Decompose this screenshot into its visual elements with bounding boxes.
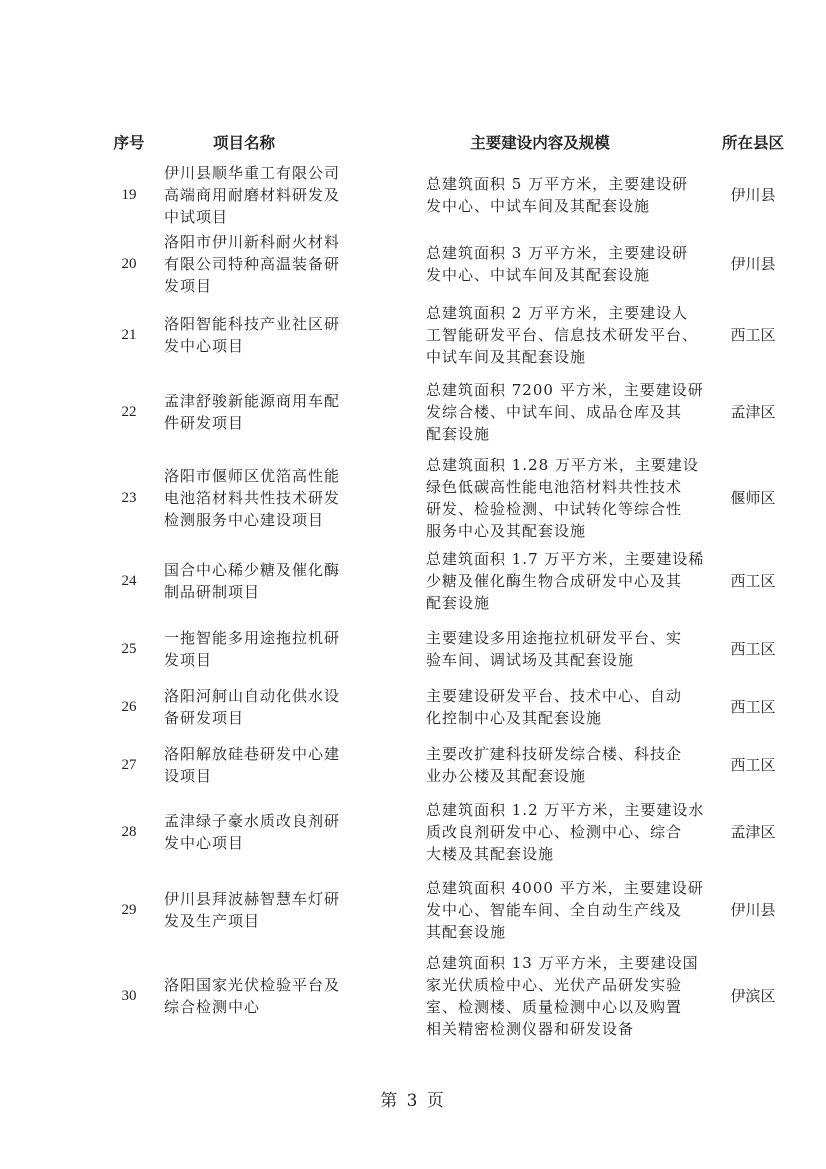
district-cell: 孟津区 [730,403,776,421]
construction-content-cell: 主要改扩建科技研发综合楼、科技企 业办公楼及其配套设施 [426,745,683,785]
construction-content-cell: 总建筑面积 4000 平方米，主要建设研 发中心、智能车间、全自动生产线及 其配套设施 [426,878,704,941]
district-cell: 偃师区 [730,488,776,507]
district-cell: 伊川县 [730,900,776,919]
construction-content-cell: 总建筑面积 1.7 万平方米，主要建设稀 少糖及催化酶生物合成研发中心及其 配套设施 [426,549,705,612]
construction-content-cell: 总建筑面积 1.28 万平方米，主要建设 绿色低碳高性能电池箔材料共性技术 研发、检验检测、中试转化等综合性 服务中心及其配套设施 [426,455,699,540]
district-cell: 西工区 [730,697,776,716]
serial-no-cell: 27 [121,757,137,773]
project-name-cell: 洛阳智能科技产业社区研 发中心项目 [164,315,341,355]
serial-no-cell: 28 [121,824,137,840]
serial-no-cell: 22 [121,404,137,420]
construction-content-cell: 总建筑面积 13 万平方米，主要建设国 家光伏质检中心、光伏产品研发实验 室、检测楼、质量检测中心以及购置 相关精密检测仪器和研发设备 [426,953,699,1038]
table-row [110,371,798,453]
serial-no-cell: 29 [121,901,137,918]
project-name-cell: 国合中心稀少糖及催化酶 制品研制项目 [164,560,341,601]
page-number: 第 3 页 [380,1091,446,1111]
construction-content-cell: 总建筑面积 7200 平方米，主要建设研 发综合楼、中试车间、成品仓库及其 配套设施 [426,381,704,443]
district-cell: 伊川县 [730,185,776,204]
serial-no-cell: 21 [121,327,137,343]
project-name-cell: 洛阳市偃师区优箔高性能 电池箔材料共性技术研发 检测服务中心建设项目 [164,466,341,529]
table-row [110,679,798,734]
table-header-row [110,125,798,160]
table-row [110,542,798,619]
table-row [110,951,798,1040]
table-row [110,734,798,796]
serial-no-cell: 23 [121,489,137,506]
construction-content-cell: 总建筑面积 2 万平方米，主要建设人 工智能研发平台、信息技术研发平台、 中试车间及其配套设施 [426,304,699,366]
district-cell: 西工区 [730,756,776,774]
header-project-name: 项目名称 [212,132,275,152]
project-table [110,125,798,1040]
table-row [110,453,798,542]
serial-no-cell: 25 [121,641,137,657]
project-name-cell: 孟津舒骏新能源商用车配 件研发项目 [164,392,341,432]
table-row [110,299,798,371]
construction-content-cell: 主要建设多用途拖拉机研发平台、实 验车间、调试场及其配套设施 [426,629,683,669]
project-name-cell: 伊川县拜波赫智慧车灯研 发及生产项目 [164,889,341,930]
project-name-cell: 洛阳国家光伏检验平台及 综合检测中心 [164,975,341,1016]
table-row [110,619,798,679]
serial-no-cell: 19 [121,186,137,203]
project-name-cell: 伊川县顺华重工有限公司 高端商用耐磨材料研发及 中试项目 [164,163,341,226]
serial-no-cell: 30 [121,987,137,1004]
table-row [110,796,798,868]
district-cell: 西工区 [730,640,776,658]
table-row [110,868,798,951]
district-cell: 伊川县 [730,255,776,273]
district-cell: 西工区 [730,326,776,344]
district-cell: 西工区 [730,571,776,590]
table-row [110,229,798,299]
construction-content-cell: 总建筑面积 3 万平方米，主要建设研 发中心、中试车间及其配套设施 [426,244,689,284]
project-name-cell: 洛阳解放硅巷研发中心建 设项目 [164,745,341,785]
project-name-cell: 洛阳市伊川新科耐火材料 有限公司特种高温装备研 发项目 [164,233,341,295]
header-district: 所在县区 [721,132,784,152]
header-serial-no: 序号 [113,132,145,152]
construction-content-cell: 总建筑面积 5 万平方米，主要建设研 发中心、中试车间及其配套设施 [426,174,689,215]
district-cell: 伊滨区 [730,986,776,1005]
table-row [110,160,798,229]
construction-content-cell: 主要建设研发平台、技术中心、自动 化控制中心及其配套设施 [426,686,683,727]
project-name-cell: 一拖智能多用途拖拉机研 发项目 [164,629,341,669]
project-name-cell: 孟津绿子豪水质改良剂研 发中心项目 [164,812,341,852]
project-name-cell: 洛阳河舸山自动化供水设 备研发项目 [164,686,341,727]
serial-no-cell: 24 [121,572,137,589]
serial-no-cell: 20 [121,256,137,272]
header-construction-content: 主要建设内容及规模 [470,132,610,152]
district-cell: 孟津区 [730,823,776,841]
construction-content-cell: 总建筑面积 1.2 万平方米，主要建设水 质改良剂研发中心、检测中心、综合 大楼及其配套设施 [426,801,705,863]
serial-no-cell: 26 [121,698,137,715]
